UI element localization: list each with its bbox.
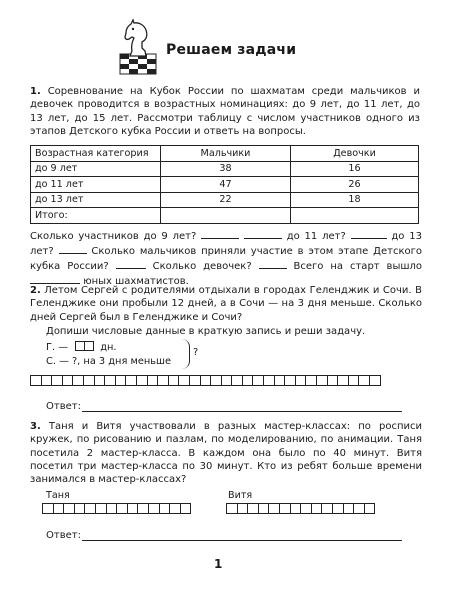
answer-blank[interactable] <box>351 229 387 239</box>
grid-cell[interactable] <box>180 503 192 514</box>
label-vitya: Витя <box>228 490 253 501</box>
grid-cell[interactable] <box>364 503 376 514</box>
question-text: до 11 лет? <box>286 231 346 242</box>
table-cell: Итого: <box>31 208 161 224</box>
solution-row-vitya[interactable] <box>226 503 374 514</box>
table-cell: до 9 лет <box>31 161 161 177</box>
table-cell: до 11 лет <box>31 177 161 193</box>
answer-line[interactable] <box>82 540 402 541</box>
task1-number: 1. <box>30 86 41 97</box>
question-text: Всего на старт вышло <box>293 261 423 272</box>
page-number: 1 <box>214 557 223 571</box>
question-text: Сколько участников до 9 лет? <box>30 231 197 242</box>
table-cell: 26 <box>291 177 419 193</box>
question-text: юных шахматистов. <box>83 276 189 287</box>
task1-questions <box>30 229 422 289</box>
table-row <box>31 177 419 193</box>
task1-text-block <box>30 85 420 138</box>
task2-text-block <box>30 284 422 324</box>
answer-label: Ответ: <box>46 530 81 541</box>
short-note-unit: дн. <box>100 342 117 353</box>
table-cell: 38 <box>161 161 291 177</box>
table-row <box>31 161 419 177</box>
answer-blank[interactable] <box>59 244 87 254</box>
participants-table <box>30 145 419 224</box>
table-cell: 18 <box>291 192 419 208</box>
table-header: Девочки <box>291 146 419 162</box>
answer-label: Ответ: <box>46 401 81 412</box>
table-row <box>31 192 419 208</box>
answer-blank[interactable] <box>116 259 146 269</box>
answer-blank[interactable] <box>259 259 287 269</box>
brace-icon <box>180 339 190 369</box>
table-cell: 22 <box>161 192 291 208</box>
table-header: Мальчики <box>161 146 291 162</box>
table-row <box>31 208 419 224</box>
page-title: Решаем задачи <box>166 42 297 58</box>
task3-text: Таня и Витя участвовали в разных мастер-классах: по росписи кружек, по рисованию и пазлам, по моделированию, по анимации. Таня посетила 2 мастер-класса. В каждом она было по 40 минут. Витя посетил три мастер-класса по 30 минут. Кто из ребят больше времени занимался в мастер-классах? <box>30 421 422 486</box>
solution-row-tanya[interactable] <box>42 503 190 514</box>
task2-instruction: Допиши числовые данные в краткую запись и реши задачу. <box>46 326 366 337</box>
short-note-s: С. — ?, на 3 дня меньше <box>46 356 172 367</box>
question-text: Сколько мальчиков приняли участие в этом этапе Детского кубка России? <box>30 246 422 272</box>
label-tanya: Таня <box>46 490 70 501</box>
table-cell: 16 <box>291 161 419 177</box>
solution-row[interactable] <box>30 375 380 386</box>
answer-line[interactable] <box>82 411 402 412</box>
grid-cell[interactable] <box>369 375 381 386</box>
answer-blank[interactable] <box>244 229 282 239</box>
task2-text: Летом Сергей с родителями отдыхали в городах Геленджик и Сочи. В Геленджике они пробыли 12 дней, а в Сочи — на 3 дня меньше. Сколько дней Сергей был в Геленджике и Сочи? <box>30 285 422 323</box>
table-cell: 47 <box>161 177 291 193</box>
question-text: до 13 лет? <box>30 231 422 257</box>
brace-question: ? <box>193 347 199 358</box>
table-cell-total-boys[interactable] <box>161 208 291 224</box>
short-note-g <box>46 341 117 353</box>
question-text: Сколько девочек? <box>152 261 252 272</box>
table-header: Возрастная категория <box>31 146 161 162</box>
answer-blank[interactable] <box>30 274 80 284</box>
chess-knight-icon <box>118 18 158 76</box>
table-cell-total-girls[interactable] <box>291 208 419 224</box>
task3-number: 3. <box>30 421 41 432</box>
header <box>118 18 358 78</box>
table-cell: до 13 лет <box>31 192 161 208</box>
short-note-label: Г. — <box>46 342 68 353</box>
task3-text-block <box>30 420 422 486</box>
digit-box[interactable] <box>84 341 94 351</box>
task1-text: Соревнование на Кубок России по шахматам среди мальчиков и девочек проводится в возрастных номинациях: до 9 лет, до 11 лет, до 13 лет, до 15 лет. Рассмотри таблицу с числом участников одного из этапов Детского кубка России и ответь на вопросы. <box>30 86 420 137</box>
task2-number: 2. <box>30 285 41 296</box>
answer-blank[interactable] <box>201 229 239 239</box>
